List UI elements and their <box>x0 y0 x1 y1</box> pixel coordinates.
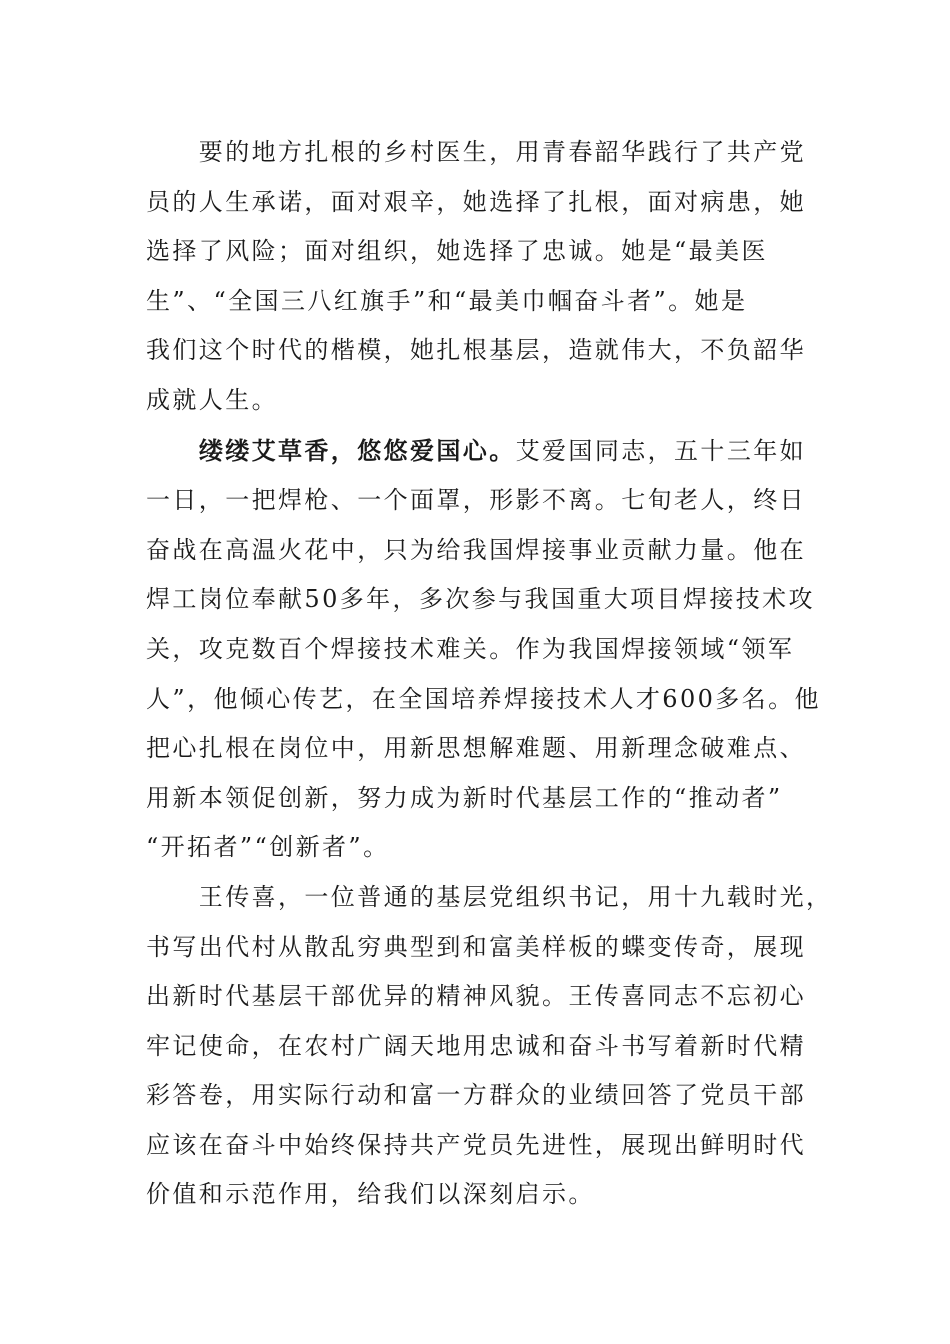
paragraph-rural-doctor <box>146 128 822 426</box>
text-line: 王传喜，一位普通的基层党组织书记，用十九载时光， <box>146 882 833 911</box>
paragraph-ai-aiguo <box>146 426 822 873</box>
text-line: 应该在奋斗中始终保持共产党员先进性，展现出鲜明时代 <box>146 1130 806 1159</box>
text-line: 用新本领促创新，努力成为新时代基层工作的“推动者” <box>146 783 783 812</box>
text-line: 选择了风险；面对组织，她选择了忠诚。她是“最美医 <box>146 237 768 266</box>
paragraph-wang-chuanxi <box>146 873 833 1220</box>
text-line: 价值和示范作用，给我们以深刻启示。 <box>146 1180 595 1209</box>
text-line: 彩答卷，用实际行动和富一方群众的业绩回答了党员干部 <box>146 1081 806 1110</box>
text-line: 把心扎根在岗位中，用新思想解难题、用新理念破难点、 <box>146 734 806 763</box>
text-line: 奋战在高温火花中，只为给我国焊接事业贡献力量。他在 <box>146 535 806 564</box>
document-body <box>146 128 833 1220</box>
text-line: “开拓者”“创新者”。 <box>146 833 390 862</box>
text-line: 焊工岗位奉献50多年，多次参与我国重大项目焊接技术攻 <box>146 585 815 614</box>
text-line: 出新时代基层干部优异的精神风貌。王传喜同志不忘初心 <box>146 982 806 1011</box>
text-line: 书写出代村从散乱穷典型到和富美样板的蝶变传奇，展现 <box>146 932 806 961</box>
text-line: 关，攻克数百个焊接技术难关。作为我国焊接领域“领军 <box>146 634 795 663</box>
text-line: 生”、“全国三八红旗手”和“最美巾帼奋斗者”。她是 <box>146 286 748 315</box>
text-line: 牢记使命，在农村广阔天地用忠诚和奋斗书写着新时代精 <box>146 1031 806 1060</box>
text-line: 我们这个时代的楷模，她扎根基层，造就伟大，不负韶华 <box>146 336 806 365</box>
text-line: 员的人生承诺，面对艰辛，她选择了扎根，面对病患，她 <box>146 187 806 216</box>
text-run: 艾爱国同志，五十三年如 <box>515 436 807 465</box>
text-line: 成就人生。 <box>146 385 278 414</box>
paragraph-lead-heading: 缕缕艾草香，悠悠爱国心。 <box>198 435 516 465</box>
text-line: 人”，他倾心传艺，在全国培养焊接技术人才600多名。他 <box>146 684 821 713</box>
text-line <box>146 426 822 477</box>
text-line: 要的地方扎根的乡村医生，用青春韶华践行了共产党 <box>146 138 806 166</box>
text-line: 一日，一把焊枪、一个面罩，形影不离。七旬老人，终日 <box>146 486 806 515</box>
